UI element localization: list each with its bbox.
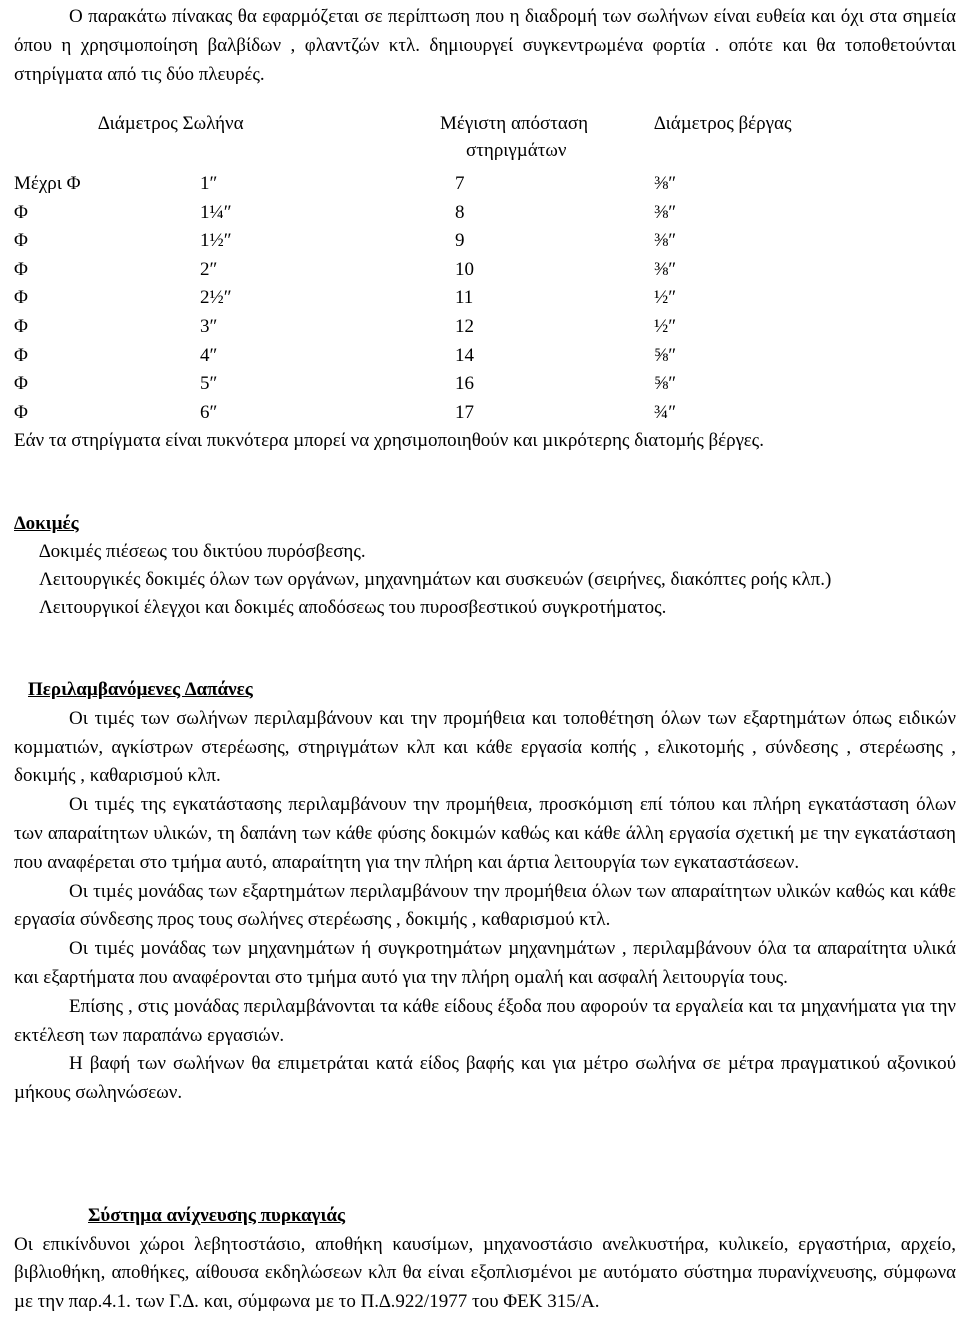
table-row bbox=[14, 370, 874, 399]
table-row bbox=[14, 399, 874, 428]
row-rod: ⅜″ bbox=[654, 258, 677, 280]
fire-detection-paragraph: Οι επικίνδυνοι χώροι λεβητοστάσιο, αποθήκη καυσίµων, µηχανοστάσιο ανελκυστήρα, κυλικείο, εργαστήρια, αρχείο, βιβλιοθήκη, αποθήκες, αίθουσα εκδηλώσεων κλπ θα είναι εξοπλισµένοι µε αυτόµατο σύστηµα πυρανίχνευσης, σύµφωνα µε την παρ.4.1. των Γ.∆. και, σύµφωνα µε το Π.∆.922/1977 του ΦΕΚ 315/Α. bbox=[14, 1233, 956, 1312]
row-rod: ⅝″ bbox=[654, 373, 677, 395]
row-rod: ⅝″ bbox=[654, 344, 677, 366]
intro-paragraph: Ο παρακάτω πίνακας θα εφαρμόζεται σε περίπτωση που η διαδρομή των σωλήνων είναι ευθεία και όχι στα σημεία όπου η χρησιμοποίηση βαλβίδων , φλαντζών κτλ. δημιουργεί συγκεντρωμένα φορτία . οπότε και θα τοποθετούνται στηρίγματα από τις δύο πλευρές. bbox=[14, 6, 956, 85]
header-pipe-diameter: ∆ιάµετρος Σωλήνα bbox=[98, 113, 244, 134]
row-prefix: Φ bbox=[14, 201, 28, 223]
header-max-distance-line2: στηριγµάτων bbox=[466, 140, 567, 161]
row-size: 1½″ bbox=[200, 230, 232, 252]
fire-detection-heading: Σύστηµα ανίχνευσης πυρκαγιάς bbox=[88, 1205, 346, 1226]
row-rod: ⅜″ bbox=[654, 201, 677, 223]
row-size: 3″ bbox=[200, 315, 218, 337]
tests-item: ∆οκιµές πιέσεως του δικτύου πυρόσβεσης. bbox=[39, 541, 366, 562]
tests-heading: ∆οκιµές bbox=[14, 513, 79, 534]
row-prefix: Φ bbox=[14, 373, 28, 395]
row-prefix: Μέχρι Φ bbox=[14, 173, 81, 194]
row-size: 4″ bbox=[200, 344, 218, 366]
row-size: 2½″ bbox=[200, 287, 232, 309]
fire-detection-section bbox=[14, 1202, 956, 1316]
row-rod: ½″ bbox=[654, 315, 677, 337]
tests-section bbox=[14, 510, 956, 622]
row-distance: 7 bbox=[455, 173, 465, 194]
row-prefix: Φ bbox=[14, 401, 28, 423]
row-prefix: Φ bbox=[14, 258, 28, 280]
table-row bbox=[14, 227, 874, 256]
costs-paragraph: Οι τιµές της εγκατάστασης περιλαµβάνουν την προµήθεια, προσκόµιση επί τόπου και πλήρη εγκατάσταση όλων των απαραίτητων υλικών, τη δαπάνη των κάθε φύσης δοκιµών καθώς και κάθε άλλη εργασία σχετική µε την εγκατάσταση που αναφέρεται στο τµήµα αυτό, απαραίτητη για την πλήρη και άρτια λειτουργία των εγκαταστάσεων. bbox=[14, 794, 956, 873]
table-row bbox=[14, 313, 874, 342]
row-distance: 14 bbox=[455, 344, 474, 366]
row-rod: ⅜″ bbox=[654, 230, 677, 252]
row-distance: 12 bbox=[455, 315, 474, 337]
row-distance: 11 bbox=[455, 287, 474, 309]
row-distance: 16 bbox=[455, 373, 474, 395]
costs-heading: Περιλαµβανόµενες ∆απάνες bbox=[28, 679, 253, 700]
row-size: 6″ bbox=[200, 401, 218, 423]
costs-paragraph: Οι τιµές των σωλήνων περιλαµβάνουν και την προµήθεια και τοποθέτηση όλων των εξαρτηµάτων όπως ειδικών κοµµατιών, αγκίστρων στερέωσης, στηριγµάτων κλπ και κάθε εργασία κοπής , ελικοτοµής , σύνδεσης , στερέωσης , δοκιµής , καθαρισµού κλπ. bbox=[14, 707, 956, 787]
header-max-distance: Μέγιστη απόσταση bbox=[440, 113, 589, 134]
row-size: 1″ bbox=[200, 173, 218, 194]
costs-section bbox=[14, 676, 956, 1108]
tests-item: Λειτουργικοί έλεγχοι και δοκιµές αποδόσεως του πυροσβεστικού συγκροτήµατος. bbox=[39, 597, 667, 618]
row-distance: 17 bbox=[455, 401, 474, 423]
row-size: 1¼″ bbox=[200, 201, 232, 223]
row-distance: 8 bbox=[455, 201, 465, 223]
row-rod: ¾″ bbox=[654, 401, 677, 423]
row-prefix: Φ bbox=[14, 315, 28, 337]
row-distance: 9 bbox=[455, 230, 465, 252]
costs-paragraph: Επίσης , στις µονάδας περιλαµβάνονται τα κάθε είδους έξοδα που αφορούν τα εργαλεία και τα µηχανήµατα για την εκτέλεση των παραπάνω εργασιών. bbox=[14, 995, 956, 1046]
table-header bbox=[14, 110, 874, 170]
table-row bbox=[14, 342, 874, 371]
tests-item: Λειτουργικές δοκιµές όλων των οργάνων, µηχανηµάτων και συσκευών (σειρήνες, διακόπτες ροής κλπ.) bbox=[39, 569, 832, 590]
pipe-support-table bbox=[14, 110, 874, 427]
table-note: Εάν τα στηρίγµατα είναι πυκνότερα µπορεί να χρησιµοποιηθούν και µικρότερης διατοµής βέργες. bbox=[14, 430, 764, 451]
table-row bbox=[14, 256, 874, 285]
table-row bbox=[14, 284, 874, 313]
table-row bbox=[14, 170, 874, 199]
row-size: 5″ bbox=[200, 373, 218, 395]
costs-paragraph: Οι τιµές µονάδας των µηχανηµάτων ή συγκροτηµάτων µηχανηµάτων , περιλαµβάνουν όλα τα απαραίτητα υλικά και εξαρτήµατα που αναφέρονται στο τµήµα αυτό για την πλήρη οµαλή και ασφαλή λειτουργία τους. bbox=[14, 938, 956, 988]
row-rod: ½″ bbox=[654, 287, 677, 309]
row-prefix: Φ bbox=[14, 287, 28, 309]
row-prefix: Φ bbox=[14, 230, 28, 252]
costs-paragraph: Η βαφή των σωλήνων θα επιµετράται κατά είδος βαφής και για µέτρο σωλήνα σε µέτρα πραγµατικού αξονικού µήκους σωληνώσεων. bbox=[14, 1053, 956, 1104]
row-rod: ⅜″ bbox=[654, 173, 677, 194]
row-size: 2″ bbox=[200, 258, 218, 280]
row-prefix: Φ bbox=[14, 344, 28, 366]
costs-paragraph: Οι τιµές µονάδας των εξαρτηµάτων περιλαµβάνουν την προµήθεια όλων των απαραίτητων υλικών καθώς και κάθε εργασία σύνδεσης προς τους σωλήνες στερέωσης , δοκιµής , καθαρισµού κτλ. bbox=[14, 880, 956, 931]
row-distance: 10 bbox=[455, 258, 474, 280]
header-rod-diameter: ∆ιάµετρος βέργας bbox=[654, 113, 792, 134]
table-row bbox=[14, 199, 874, 228]
